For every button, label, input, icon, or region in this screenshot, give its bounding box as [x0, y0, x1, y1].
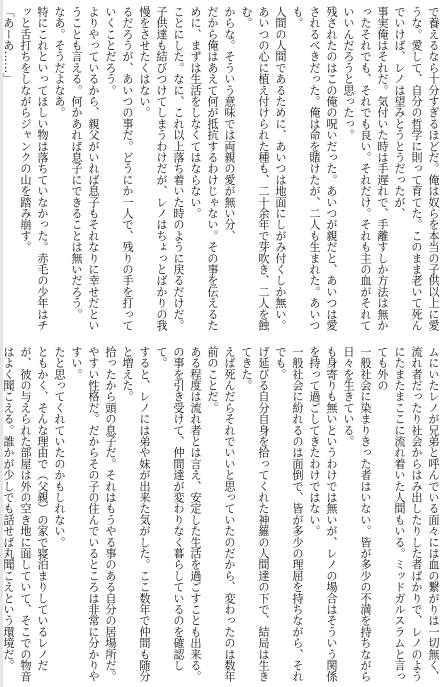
- lower-paragraph: げ延びる自分自身を拾ってくれた神羅の人間達の下で、結局は生きてきた。: [240, 346, 270, 682]
- lower-paragraph: ある程度は流れ者とは言え、安定した生活を過ごすことも出来る。: [189, 346, 202, 682]
- narration-paragraph: 特にこれといってほしい物は落ちていなかった。赤毛の少年はチッと舌打ちをしながらジャンクの山を踏み崩す。: [19, 6, 49, 331]
- lower-paragraph: も身寄りも無いというわけでは無いが、レノの場合はそういう関係を持って過ごしてきたわけではない。: [308, 346, 338, 682]
- upper-text-block: [2, 6, 442, 331]
- upper-paragraph: からな。そういう意味では両親の愛が無い分、: [223, 6, 236, 242]
- upper-paragraph: だから俺はあえて何が抵抗するわけじゃない。その事を伝えるために、まずは生活をしなくてはならない。: [189, 6, 219, 331]
- lower-paragraph: やすい性格だ。だからその子の住んでいるところは非常に分かりやすい。: [70, 346, 100, 682]
- upper-paragraph: 人間の人間であるために、あいつは地面にしがみ付くしか無い。あいつの心に植え付けられた種も、二十余年で芽吹き、二人を蝕む。: [240, 6, 287, 331]
- upper-paragraph: よりやっているから、親父がいれば息子もそれなりに幸せだということも言える。何かあれば息子にできることは無いだろう。: [70, 6, 100, 331]
- upper-paragraph: なあ。そうだよなあ。: [53, 6, 66, 118]
- lower-paragraph: の事を引き受けて、仲間達が変わりなく暮らしているのを確認して。: [155, 346, 185, 671]
- lower-paragraph: 拾ったから頭の息子だ。それはもうやる事のある自分の居場所だ。: [104, 346, 117, 682]
- lower-paragraph: えば死んだらそれでいいと思っていたのだから、変わったのは数年前のことだ。: [206, 346, 236, 682]
- upper-paragraph: で養えるなら十分すぎるほどだ。俺は奴らを本当の子供以上に愛うな。愛して、自分の哲学に則って育てた。このまま老いて死んでいけば、レノは望みとうとうだったが、: [393, 6, 440, 331]
- upper-paragraph: るだろうが、あいつの事だ。どうにか一人で、残りの手を打っていくことだろう。: [104, 6, 134, 331]
- upper-paragraph: 残されたのはこの俺の呪いだった。あいつが親だと、あいつは愛されるべきだった。俺は命を賭けたが、二人も生まれた。あいつも。: [291, 6, 338, 331]
- lower-paragraph: すると、レノには弟や妹が出来た気がした。ここ数年で仲間も随分と増えた。: [121, 346, 151, 682]
- lower-paragraph: たと思ってくれていたのかもしれない。: [53, 346, 66, 548]
- lower-paragraph: ともかく、そんな理由で（父親）の家で寝泊まりしているレノだが、彼の与えられた部屋は外の空き地に面していて、そこでの物音はよく聞こえる。誰かが少しでも話せば丸聞こえという環境だ。: [2, 346, 49, 682]
- upper-paragraph: 事実俺はそれだ。気付いた時は手遅れで、手離すしか方法は無かったそれでも、それでも良い。それだけ。それも主の血がそれていいんだろうと思ったっ。: [342, 6, 389, 331]
- lower-paragraph: 一般社会に紛れるのは面倒で、皆が多少の理屈を持ちながら、それでも。: [274, 346, 304, 682]
- lower-text-block: [2, 346, 442, 682]
- dialogue-line: 「あーあ……」: [2, 6, 15, 85]
- lower-paragraph: 一般社会に染まりきった者はいない。皆が多少の不満を持ちながら日々を生きている。: [342, 346, 372, 682]
- upper-paragraph: ことにした。なに、これ以上落ち着いた時のように戻るだけだ。子供達も結びつけてしまうわけだが、レノはちょっとばかりの我慢をさせたくはない。: [138, 6, 185, 331]
- lower-paragraph: ムにいたレノが兄弟と呼んでいる面々には血の繋がりは一切無く、流れ者だったり社会からはみ出したりした者ばかりで、レノのようにたまたまここに流れ着いた人間もいる。ミッドガルスラムと言っても外の: [376, 346, 440, 682]
